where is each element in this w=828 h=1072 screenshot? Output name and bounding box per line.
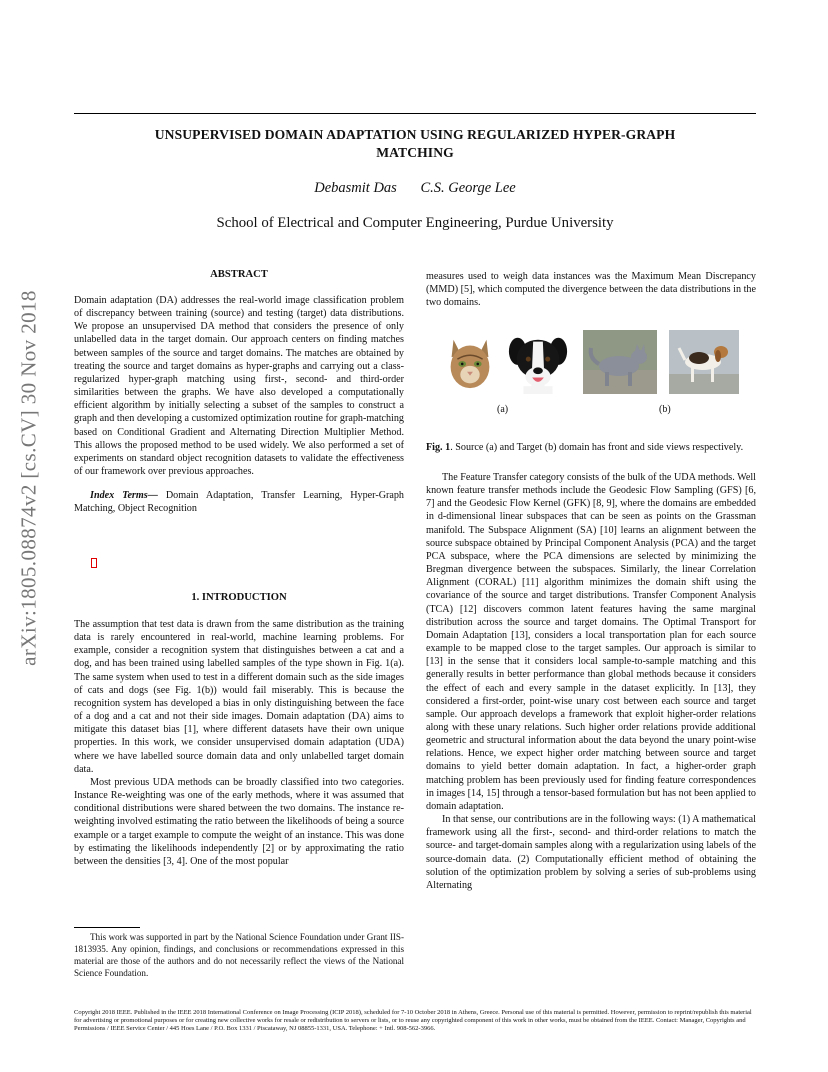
top-rule [74,113,756,114]
figure-label-a: (a) [497,404,509,415]
figure-caption-text [426,441,756,454]
arxiv-id: arXiv:1805.08874v2 [cs.CV] 30 Nov 2018 [16,290,41,666]
author-2: C.S. George Lee [420,180,516,196]
cat-side-image [583,330,657,394]
author-1: Debasmit Das [314,180,397,196]
mmd-paragraph: measures used to weigh data instances was the Maximum Mean Discrepancy (MMD) [5], which computed the divergence between the data distributions in the two domains. [426,271,756,309]
title-line-1: UNSUPERVISED DOMAIN ADAPTATION USING REGULARIZED HYPER-GRAPH [154,127,676,142]
figure-caption-label: Fig. 1 [426,442,451,453]
introduction-heading: 1. INTRODUCTION [191,592,287,603]
figure-caption [426,441,756,454]
right-column-body [426,471,756,892]
dog-front-image [505,330,571,394]
affiliation: School of Electrical and Computer Engineering, Purdue University [216,215,614,231]
dog-side-image [669,330,739,394]
footnote [74,931,404,979]
right-column-intro [426,270,756,309]
figure-1 [445,330,745,400]
title-line-2: MATCHING [376,145,454,160]
figure-caption-body: . Source (a) and Target (b) domain has front and side views respectively. [450,442,744,453]
footnote-text: This work was supported in part by the National Science Foundation under Grant IIS-1813935. Any opinion, findings, and conclusions or recommendations expressed in this material are those of the authors and do not necessarily reflect the views of the National Science Foundation. [74,932,404,978]
copyright-notice: Copyright 2018 IEEE. Published in the IEEE 2018 International Conference on Image Processing (ICIP 2018), scheduled for 7-10 October 2018 in Athens, Greece. Personal use of this material is permitted. However, permission to reprint/republish this material for advertising or promotional purposes or for creating new collective works for resale or redistribution to servers or lists, or to reuse any copyrighted component of this work in other works, must be obtained from the IEEE. Contact: Manager, Copyrights and Permissions / IEEE Service Center / 445 Hoes Lane / P.O. Box 1331 / Piscataway, NJ 08855-1331, USA. Telephone: + Intl. 908-562-3966. [74,1009,752,1032]
index-terms [74,489,404,515]
intro-paragraph-2: Most previous UDA methods can be broadly classified into two categories. Instance Re-weighting was one of the early methods, where it was assumed that conditional distributions were shared between the two domains. The instance re-weighting involved estimating the ratio between the likelihoods of being a source example or a target example to compute the weight of an instance. This was done by estimating the likelihoods independently [2] or by approximating the ratio between the densities [3, 4]. One of the most popular [74,776,404,867]
intro-paragraph-1: The assumption that test data is drawn from the same distribution as the training data is rarely encountered in real-world, machine learning problems. For example, consider a recognition system that distinguishes between a cat and a dog, and has been trained using labelled samples of the type shown in Fig. 1(a). The same system when used to test in a different domain such as the side images of cats and dogs (see Fig. 1(b)) would fail miserably. This is because the recognition system has developed a bias in only distinguishing between the face of a dog and a cat and not their side images. Domain adaptation (DA) aims to mitigate this dataset bias [1], where different datasets have their own unique properties. In this work, we consider unsupervised domain adaptation (UDA) where we have labelled source domain data and only unlabelled target domain data. [74,619,404,775]
footnote-rule [74,927,140,928]
abstract-text: Domain adaptation (DA) addresses the real-world image classification problem of discrepancy between training (source) and testing (target) data distributions. We propose an unsupervised DA method that considers the presence of only unlabelled data in the target domain. Our approach centers on finding matches between samples of the source and target domains. The matches are obtained by treating the source and target domains as hyper-graphs and carrying out a class-regularized hyper-graph matching using first-, second- and third-order similarities between the graphs. We have also developed a computationally efficient algorithm by initially selecting a subset of the samples to construct a graph and then developing a customized optimization routine for graph-matching based on Conditional Gradient and Alternating Direction Multiplier Method. This allows the proposed method to be used widely. We also performed a set of experiments on standard object recognition datasets to validate the effectiveness of our framework over previous approaches. [74,295,404,478]
link-annotation-box [91,558,97,568]
paper-title [74,126,756,162]
index-terms-label: Index Terms— [90,490,158,502]
abstract-heading: ABSTRACT [210,269,268,280]
arxiv-watermark [8,283,50,673]
figure-label-b: (b) [659,404,671,415]
authors [74,180,756,197]
feature-transfer-paragraph: The Feature Transfer category consists of the bulk of the UDA methods. Well known feature transfer methods include the Geodesic Flow Sampling (GFS) [6, 7] and the Geodesic Flow Kernel (GFK) [8, 9], where the domains are embedded in d-dimensional linear subspaces that can be seen as points on the Grassman manifold. The Subspace Alignment (SA) [10] learns an alignment between the source subspace obtained by Principal Component Analysis (PCA) and the target PCA subspace, where the PCA dimensions are selected by minimizing the Bregman divergence between the subspaces. Similarly, the linear Correlation Alignment (CORAL) [11] algorithm minimizes the domain shift using the covariance of the source and target distributions. Transfer Component Analysis (TCA) [12] discovers common latent features having the same marginal distribution across the source and target domains. The Optimal Transport for Domain Adaptation [13], considers a local transportation plan for each source example to be mapped close to the target samples. Our approach is similar to [13] in the sense that it considers local sample-to-sample matching and this generally results in better performance than global methods because it considers the effect of each and every sample in the dataset explicitly. In [13], they considered a first-order, point-wise unary cost between each source and target sample. Our approach develops a framework that exploit higher-order relations along with these unary relations. Such higher order relations provide additional geometric and structural information about the data beyond the unary point-wise relations. Hence, we expect higher order matching between source and target domains to yield better domain adaptation. In fact, a higher-order graph matching problem has been previously used for finding feature correspondences in images [14, 15] through a tensor-based formulation but has not been applied to domain adaptation. [426,472,756,812]
abstract-body [74,294,404,516]
contributions-paragraph: In that sense, our contributions are in the following ways: (1) A mathematical framework using all the first-, second- and third-order relations to match the source- and target-domain samples along with a regularization using labels of the source-domain data. (2) Computationally efficient method of obtaining the solution of the optimization problem by solving a series of sub-problems using Alternating [426,814,756,891]
index-terms-text: Domain Adaptation, Transfer Learning, Hyper-Graph Matching, Object Recognition [74,490,404,515]
cat-front-image [445,330,495,394]
introduction-body [74,618,404,868]
